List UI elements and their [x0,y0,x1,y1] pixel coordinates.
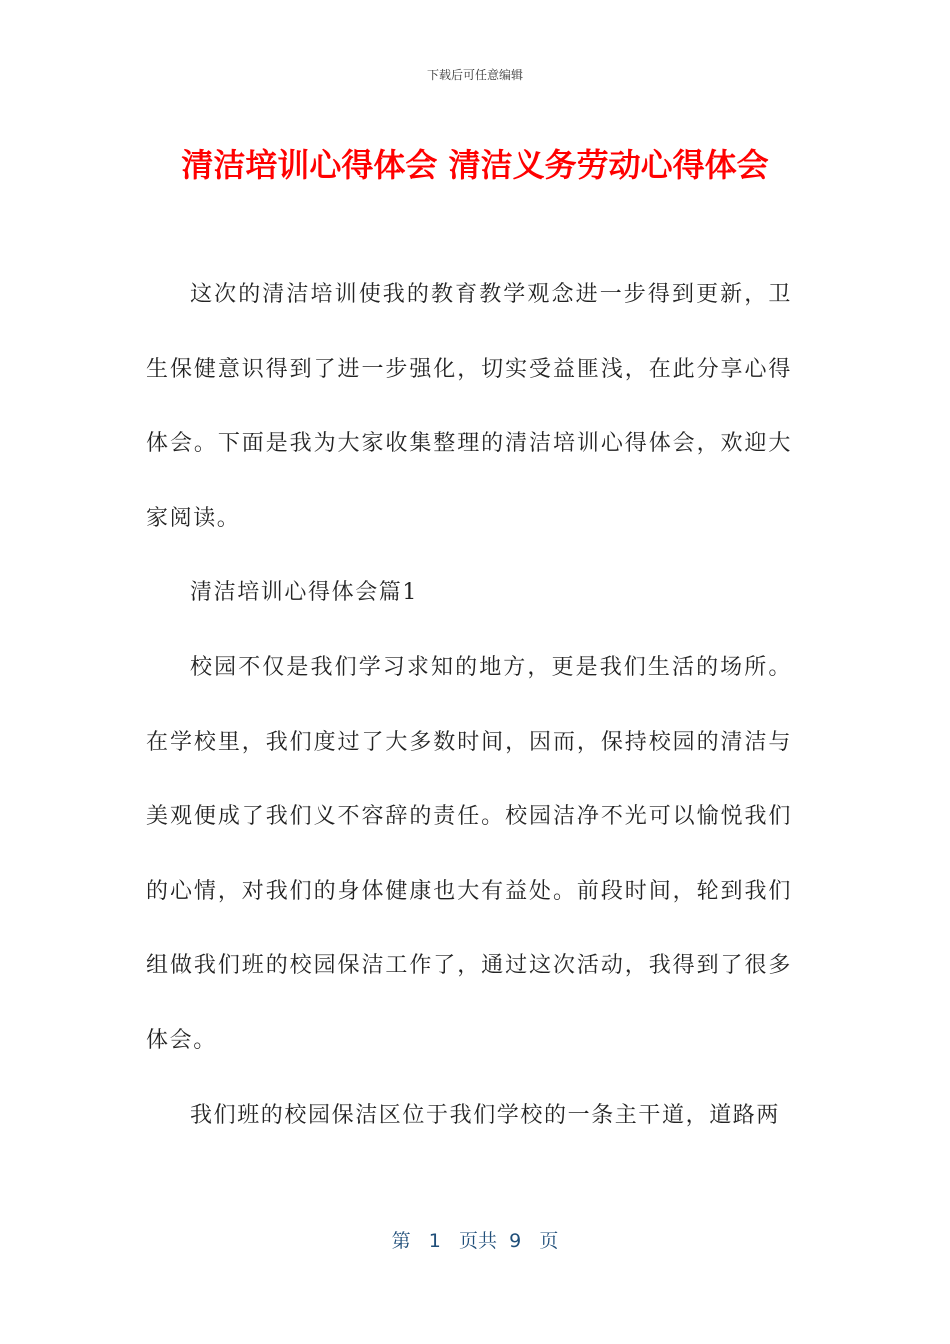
footer-total-pages: 9 [509,1230,522,1252]
page-footer [0,1226,950,1253]
document-title: 清洁培训心得体会 清洁义务劳动心得体会 [181,146,769,184]
footer-mid: 页共 [459,1230,498,1252]
paragraph-cleaning-area: 我们班的校园保洁区位于我们学校的一条主干道，道路两 [190,1102,781,1128]
footer-suffix: 页 [539,1230,559,1252]
section-heading: 清洁培训心得体会篇1 [190,580,418,606]
document-body [146,258,792,1153]
paragraph-intro: 这次的清洁培训使我的教育教学观念进一步得到更新，卫生保健意识得到了进一步强化，切实受益匪浅，在此分享心得体会。下面是我为大家收集整理的清洁培训心得体会，欢迎大家阅读。 [146,282,792,531]
paragraph-campus: 校园不仅是我们学习求知的地方，更是我们生活的场所。在学校里，我们度过了大多数时间，因而，保持校园的清洁与美观便成了我们义不容辞的责任。校园洁净不光可以愉悦我们的心情，对我们的身体健康也大有益处。前段时间，轮到我们组做我们班的校园保洁工作了，通过这次活动，我得到了很多体会。 [146,654,792,1053]
footer-prefix: 第 [391,1230,411,1252]
footer-current-page: 1 [428,1230,441,1252]
download-note: 下载后可任意编辑 [426,68,523,82]
